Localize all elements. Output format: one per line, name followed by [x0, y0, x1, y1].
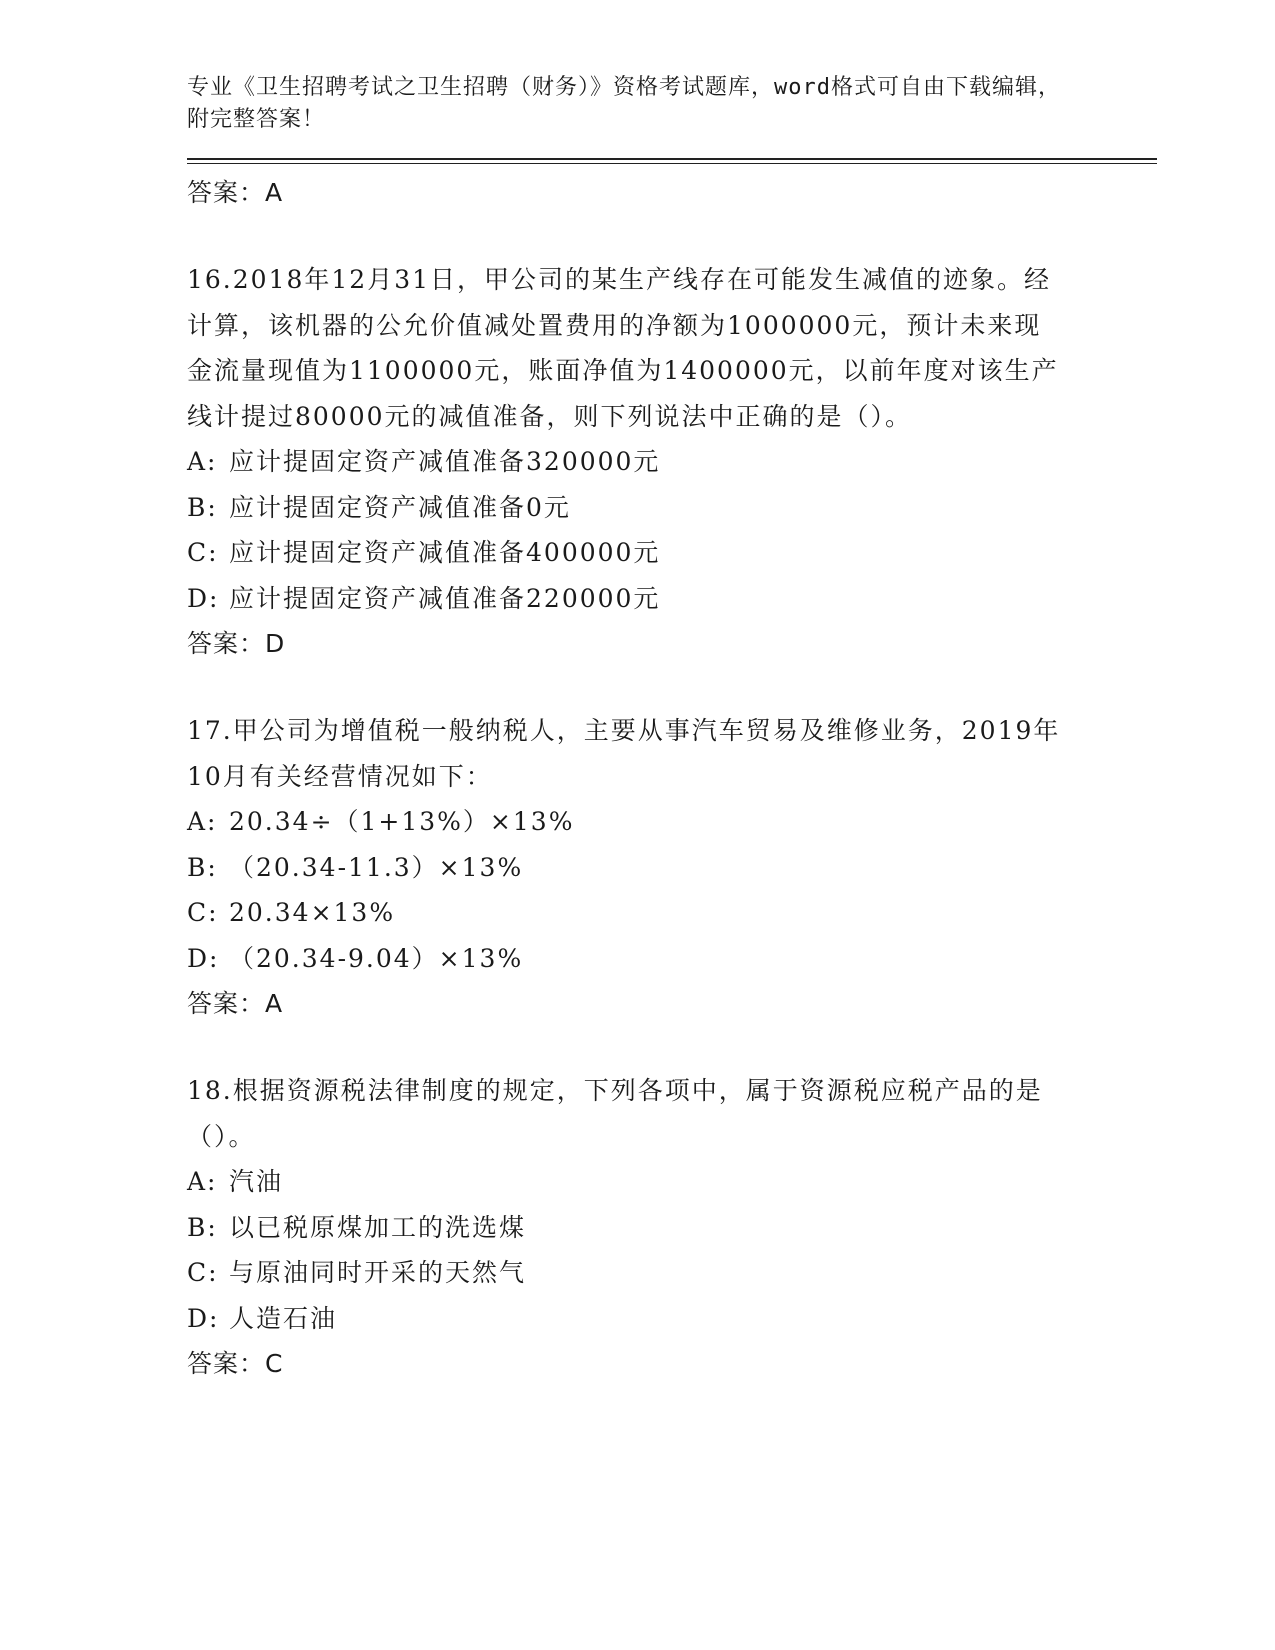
option-key: B:	[187, 852, 218, 882]
option-a	[187, 439, 1157, 485]
option-key: A:	[187, 1167, 218, 1196]
option-d	[187, 1296, 1157, 1342]
question-answer: 答案：C	[187, 1349, 284, 1378]
option-b	[187, 1205, 1157, 1251]
option-d	[187, 936, 1157, 982]
option-b	[187, 485, 1157, 531]
option-key: B:	[187, 492, 218, 522]
option-d	[187, 576, 1157, 622]
option-text: 应计提固定资产减值准备0元	[229, 492, 571, 522]
document-header: 专业《卫生招聘考试之卫生招聘（财务）》资格考试题库，word格式可自由下载编辑，附完整答案！	[187, 75, 1061, 132]
option-text: （20.34-9.04）×13%	[229, 943, 524, 973]
question-16	[187, 257, 1157, 666]
option-c	[187, 890, 1157, 936]
option-text: 以已税原煤加工的洗选煤	[229, 1212, 527, 1242]
question-stem: 16.2018年12月31日，甲公司的某生产线存在可能发生减值的迹象。经计算，该机器的公允价值减处置费用的净额为1000000元，预计未来现金流量现值为1100000元，账面净值为1400000元，以前年度对该生产线计提过80000元的减值准备，则下列说法中正确的是（）。	[187, 265, 1059, 431]
document-page	[187, 72, 1157, 1386]
option-text: （20.34-11.3）×13%	[229, 852, 524, 882]
option-key: A:	[187, 807, 218, 836]
option-key: C:	[187, 1258, 219, 1287]
option-key: D:	[187, 943, 220, 973]
option-text: 人造石油	[229, 1303, 338, 1333]
option-key: B:	[187, 1212, 218, 1242]
question-answer: 答案：D	[187, 629, 286, 658]
option-a	[187, 799, 1157, 845]
option-c	[187, 1250, 1157, 1296]
option-text: 20.34÷（1+13%）×13%	[229, 807, 575, 836]
option-text: 与原油同时开采的天然气	[229, 1258, 527, 1287]
option-key: A:	[187, 447, 218, 476]
question-17	[187, 708, 1157, 1026]
header-divider	[187, 158, 1157, 164]
option-key: D:	[187, 583, 220, 613]
option-text: 应计提固定资产减值准备400000元	[229, 538, 661, 567]
previous-answer: 答案：A	[187, 178, 284, 207]
option-key: C:	[187, 898, 219, 927]
option-text: 汽油	[229, 1167, 284, 1196]
divider-thin-line	[187, 163, 1157, 164]
option-text: 应计提固定资产减值准备320000元	[229, 447, 661, 476]
option-text: 20.34×13%	[229, 898, 396, 927]
divider-thick-line	[187, 158, 1157, 160]
option-c	[187, 530, 1157, 576]
question-stem: 17.甲公司为增值税一般纳税人，主要从事汽车贸易及维修业务，2019年10月有关经营情况如下：	[187, 716, 1061, 791]
option-a	[187, 1159, 1157, 1205]
option-text: 应计提固定资产减值准备220000元	[229, 583, 661, 613]
option-b	[187, 845, 1157, 891]
question-18	[187, 1068, 1157, 1386]
option-key: D:	[187, 1303, 220, 1333]
question-stem: 18.根据资源税法律制度的规定，下列各项中，属于资源税应税产品的是（）。	[187, 1076, 1043, 1151]
option-key: C:	[187, 538, 219, 567]
question-answer: 答案：A	[187, 989, 284, 1018]
